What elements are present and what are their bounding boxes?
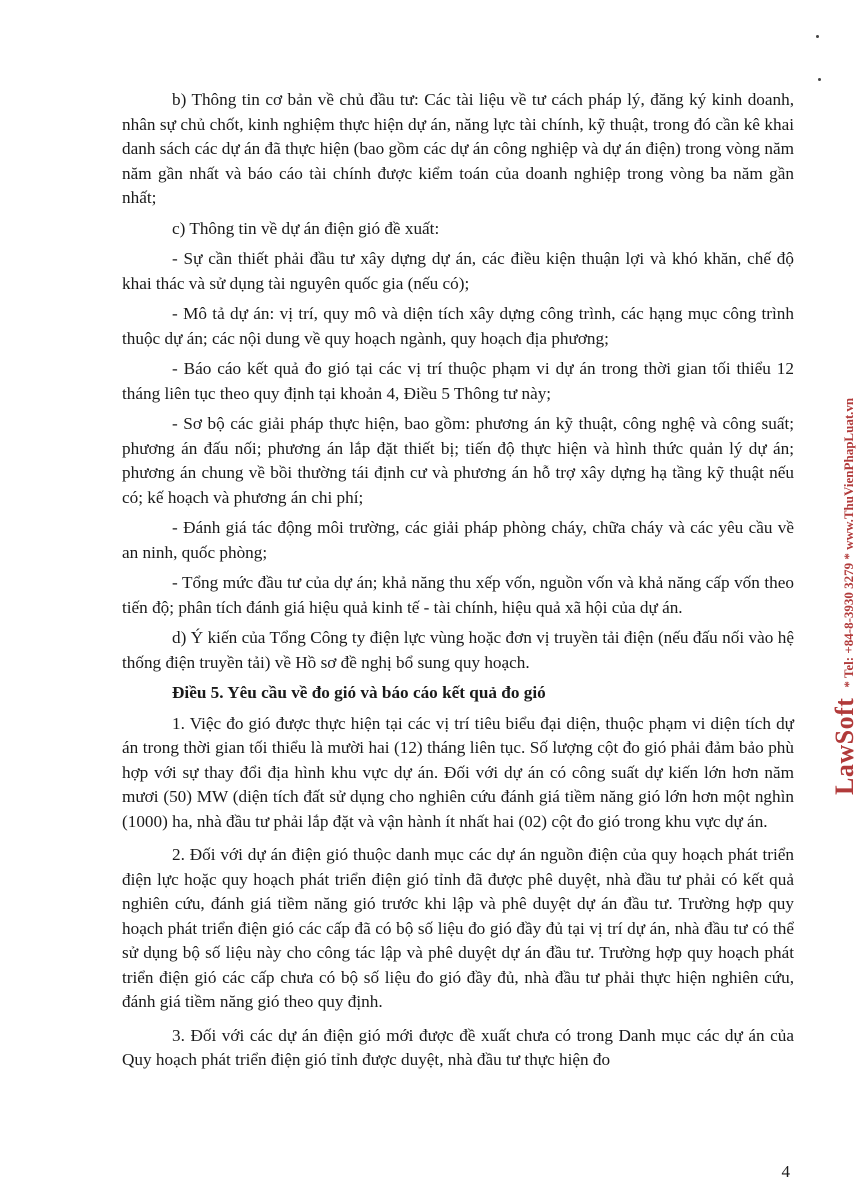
paragraph-solutions: - Sơ bộ các giải pháp thực hiện, bao gồm: phương án kỹ thuật, công nghệ và công suất; phương án đấu nối; phương án lắp đặt thiết bị; tiến độ thực hiện và hình thức quản lý dự án; phương án chung về bồi thường tái định cư và phương án hỗ trợ xây dựng hạ tầng kỹ thuật nếu có; kế hoạch và phương án chi phí; [122, 414, 794, 507]
article-5-heading: Điều 5. Yêu cầu về đo gió và báo cáo kết quả đo gió [172, 683, 546, 702]
paragraph-necessity: - Sự cần thiết phải đầu tư xây dựng dự án, các điều kiện thuận lợi và khó khăn, chế độ khai thác và sử dụng tài nguyên quốc gia (nếu có); [122, 249, 794, 293]
page-number: 4 [781, 1162, 790, 1181]
scan-speck [816, 35, 819, 38]
article-5-clause-1: 1. Việc đo gió được thực hiện tại các vị trí tiêu biểu đại diện, thuộc phạm vi diện tích dự án trong thời gian tối thiểu là mười hai (12) tháng liên tục. Số lượng cột đo gió phải đảm bảo phù hợp với sự thay đổi địa hình khu vực dự án. Đối với dự án có công suất dự kiến lớn hơn năm mươi (50) MW (diện tích đất sử dụng cho nghiên cứu đánh giá tiềm năng gió lớn hơn một nghìn (1000) ha, nhà đầu tư phải lắp đặt và vận hành ít nhất hai (02) cột đo gió trong khu vực dự án. [122, 713, 794, 831]
watermark-contact: * Tel: +84-8-3930 3279 * www.ThuVienPhapLuat.vn [841, 397, 856, 688]
watermark-logo: LawSoft [830, 697, 859, 795]
paragraph-description: - Mô tả dự án: vị trí, quy mô và diện tích xây dựng công trình, các hạng mục công trình thuộc dự án; các nội dung về quy hoạch ngành, quy hoạch địa phương; [122, 304, 794, 348]
paragraph-investor-info: b) Thông tin cơ bản về chủ đầu tư: Các tài liệu về tư cách pháp lý, đăng ký kinh doanh, nhân sự chủ chốt, kinh nghiệm thực hiện dự án, năng lực tài chính, kỹ thuật, trong đó cần kê khai danh sách các dự án đã thực hiện (bao gồm các dự án công nghiệp và dự án điện) trong vòng năm năm gần nhất và báo cáo tài chính được kiểm toán của doanh nghiệp trong vòng ba năm gần nhất; [122, 90, 794, 207]
paragraph-wind-report: - Báo cáo kết quả đo gió tại các vị trí thuộc phạm vi dự án trong thời gian tối thiểu 12 tháng liên tục theo quy định tại khoản 4, Điều 5 Thông tư này; [122, 359, 794, 403]
scan-speck [818, 78, 821, 81]
article-5-clause-3: 3. Đối với các dự án điện gió mới được đề xuất chưa có trong Danh mục các dự án của Quy hoạch phát triển điện gió tỉnh được duyệt, nhà đầu tư thực hiện đo [122, 1025, 794, 1069]
article-5-clause-2: 2. Đối với dự án điện gió thuộc danh mục các dự án nguồn điện của quy hoạch phát triển điện lực hoặc quy hoạch phát triển điện gió tỉnh đã được phê duyệt, nhà đầu tư phải có kết quả nghiên cứu, đánh giá tiềm năng gió trước khi lập và phê duyệt dự án đầu tư. Trường hợp quy hoạch phát triển điện gió các cấp đã có bộ số liệu đo gió đầy đủ tại vị trí dự án, nhà đầu tư có thể sử dụng bộ số liệu này cho công tác lập và phê duyệt dự án đầu tư. Trường hợp quy hoạch phát triển điện gió các cấp chưa có bộ số liệu đo gió đầy đủ, nhà đầu tư phải thực hiện nghiên cứu, đánh giá tiềm năng gió theo quy định. [122, 845, 794, 1011]
lawsoft-watermark [800, 275, 859, 795]
paragraph-investment: - Tổng mức đầu tư của dự án; khả năng thu xếp vốn, nguồn vốn và khả năng cấp vốn theo tiến độ; phân tích đánh giá hiệu quả kinh tế - tài chính, hiệu quả xã hội của dự án. [122, 573, 794, 617]
document-body [122, 88, 794, 1082]
paragraph-opinion: d) Ý kiến của Tổng Công ty điện lực vùng hoặc đơn vị truyền tải điện (nếu đấu nối vào hệ thống điện truyền tải) về Hồ sơ đề nghị bổ sung quy hoạch. [122, 628, 794, 672]
paragraph-project-info-heading: c) Thông tin về dự án điện gió đề xuất: [172, 218, 440, 238]
paragraph-environment: - Đánh giá tác động môi trường, các giải pháp phòng cháy, chữa cháy và các yêu cầu về an ninh, quốc phòng; [122, 518, 794, 562]
